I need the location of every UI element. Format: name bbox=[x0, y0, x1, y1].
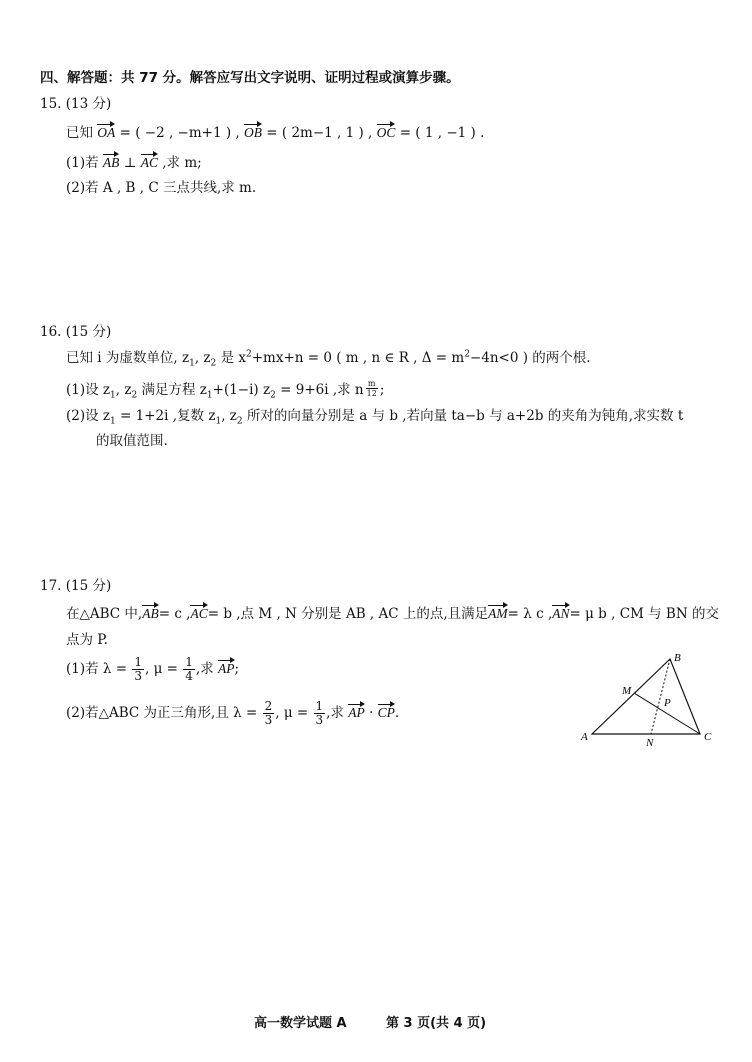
fraction-mu-1 bbox=[183, 656, 195, 683]
label-c: C bbox=[704, 731, 712, 743]
frac-num: 1 bbox=[134, 655, 143, 669]
q16-part2 bbox=[66, 404, 683, 427]
q16-stem-a: 已知 i 为虚数单位, z bbox=[66, 350, 190, 366]
q15-part2: (2)若 A , B , C 三点共线,求 m. bbox=[66, 180, 257, 196]
q17-stem-c: = b ,点 M , N 分别是 AB , AC 上的点,且满足 bbox=[207, 606, 489, 622]
triangle-abc bbox=[592, 659, 700, 734]
label-n: N bbox=[646, 737, 654, 748]
q16-stem bbox=[66, 346, 591, 369]
sup-2: 2 bbox=[245, 349, 252, 360]
q17-part1-d: ; bbox=[234, 661, 240, 677]
vector-oc: OC bbox=[376, 125, 396, 140]
perp-symbol: ⊥ bbox=[119, 155, 141, 171]
vector-ab: AB bbox=[142, 606, 159, 621]
label-a: A bbox=[581, 731, 588, 743]
q15-ob-value: = ( 2m−1 , 1 ) , bbox=[266, 125, 373, 141]
frac-den: 3 bbox=[134, 669, 143, 683]
footer-title: 高一数学试题 A bbox=[254, 1016, 347, 1031]
sub-2: 2 bbox=[236, 416, 243, 427]
exp-den: 12 bbox=[366, 389, 377, 398]
vector-cp: CP bbox=[377, 705, 395, 720]
vector-ac: AC bbox=[190, 606, 208, 621]
q17-number: 17. (15 分) bbox=[40, 578, 112, 594]
q17-stem-e: = μ b , CM 与 BN 的交 bbox=[569, 606, 719, 622]
sup-2: 2 bbox=[464, 349, 470, 360]
section-header: 四、解答题：共 77 分。解答应写出文字说明、证明过程或演算步骤。 bbox=[40, 70, 460, 86]
sub-1: 1 bbox=[110, 416, 116, 427]
q17-part1 bbox=[66, 656, 239, 683]
fraction-lambda-2 bbox=[263, 700, 275, 727]
q16-part1-c: 满足方程 z bbox=[137, 382, 207, 398]
vector-ap: AP bbox=[218, 661, 235, 676]
fraction-mu-2 bbox=[314, 700, 326, 727]
q15-part1-suffix: ,求 m; bbox=[162, 155, 202, 171]
q16-part2-b: = 1+2i ,复数 z bbox=[115, 408, 216, 424]
q17-stem-cont: 点为 P. bbox=[66, 632, 108, 648]
q16-part1-e: = 9+6i ,求 n bbox=[275, 382, 364, 398]
vector-ap: AP bbox=[348, 705, 365, 720]
label-m: M bbox=[622, 685, 632, 697]
q17-stem-b: = c , bbox=[158, 606, 191, 622]
q17-stem bbox=[66, 602, 719, 622]
vector-ac: AC bbox=[140, 155, 158, 170]
q15-number: 15. (13 分) bbox=[40, 96, 112, 112]
q16-number: 16. (15 分) bbox=[40, 324, 112, 340]
q15-part1 bbox=[66, 151, 202, 171]
vector-oa: OA bbox=[97, 125, 116, 140]
dot-product: · bbox=[364, 705, 378, 721]
q16-stem-c: 是 x bbox=[216, 350, 246, 366]
sub-1: 1 bbox=[215, 416, 222, 427]
q15-stem bbox=[66, 121, 484, 141]
label-b: B bbox=[674, 652, 681, 664]
q17-stem-a: 在△ABC 中, bbox=[66, 606, 143, 622]
q16-part2-c: , z bbox=[221, 408, 237, 424]
q16-stem-b: , z bbox=[194, 350, 211, 366]
sub-2: 2 bbox=[131, 390, 138, 401]
q16-part1 bbox=[66, 378, 384, 401]
vector-ab: AB bbox=[102, 155, 120, 170]
q16-part2-cont: 的取值范围. bbox=[96, 433, 168, 449]
fraction-lambda-1 bbox=[132, 656, 144, 683]
q17-part2 bbox=[66, 700, 399, 727]
q17-part2-c: ,求 bbox=[326, 705, 344, 721]
frac-den: 4 bbox=[185, 669, 193, 683]
q16-part1-a: (1)设 z bbox=[66, 382, 111, 398]
sub-1: 1 bbox=[206, 390, 213, 401]
q15-oa-value: = ( −2 , −m+1 ) , bbox=[119, 125, 240, 141]
q17-part1-c: ,求 bbox=[195, 661, 214, 677]
vector-an: AN bbox=[552, 606, 570, 621]
q16-stem-e: −4n<0 ) 的两个根. bbox=[469, 350, 591, 366]
q17-part2-b: , μ = bbox=[275, 705, 309, 721]
q16-part1-b: , z bbox=[115, 382, 132, 398]
vector-am: AM bbox=[488, 606, 508, 621]
q17-part1-b: , μ = bbox=[145, 661, 178, 677]
q17-part2-d: . bbox=[394, 705, 400, 721]
q15-stem-prefix: 已知 bbox=[66, 125, 93, 141]
q16-part1-f: ; bbox=[379, 382, 385, 398]
q15-part1-prefix: (1)若 bbox=[66, 155, 99, 171]
sub-1: 1 bbox=[110, 390, 116, 401]
exponent-fraction bbox=[365, 379, 379, 398]
exp-num: m bbox=[367, 379, 376, 388]
q17-part2-a: (2)若△ABC 为正三角形,且 λ = bbox=[66, 705, 258, 721]
sub-2: 2 bbox=[270, 390, 276, 401]
q16-part2-d: 所对的向量分别是 a 与 b ,若向量 ta−b 与 a+2b 的夹角为钝角,求实数 t bbox=[242, 408, 684, 424]
vector-ob: OB bbox=[243, 125, 262, 140]
frac-num: 1 bbox=[315, 699, 324, 713]
frac-num: 2 bbox=[264, 699, 273, 713]
sub-2: 2 bbox=[210, 358, 217, 369]
footer-page: 第 3 页(共 4 页) bbox=[386, 1016, 487, 1031]
q15-oc-value: = ( 1 , −1 ) . bbox=[399, 125, 485, 141]
q17-stem-d: = λ c , bbox=[507, 606, 553, 622]
frac-den: 3 bbox=[315, 713, 324, 727]
sub-1: 1 bbox=[189, 358, 195, 369]
q16-part2-a: (2)设 z bbox=[66, 408, 111, 424]
label-p: P bbox=[664, 697, 671, 709]
q16-part1-d: +(1−i) z bbox=[212, 382, 271, 398]
q16-stem-d: +mx+n = 0 ( m , n ∈ R , Δ = m bbox=[251, 350, 465, 366]
frac-num: 1 bbox=[185, 655, 193, 669]
frac-den: 3 bbox=[264, 713, 273, 727]
triangle-diagram bbox=[578, 648, 718, 748]
q17-part1-a: (1)若 λ = bbox=[66, 661, 128, 677]
